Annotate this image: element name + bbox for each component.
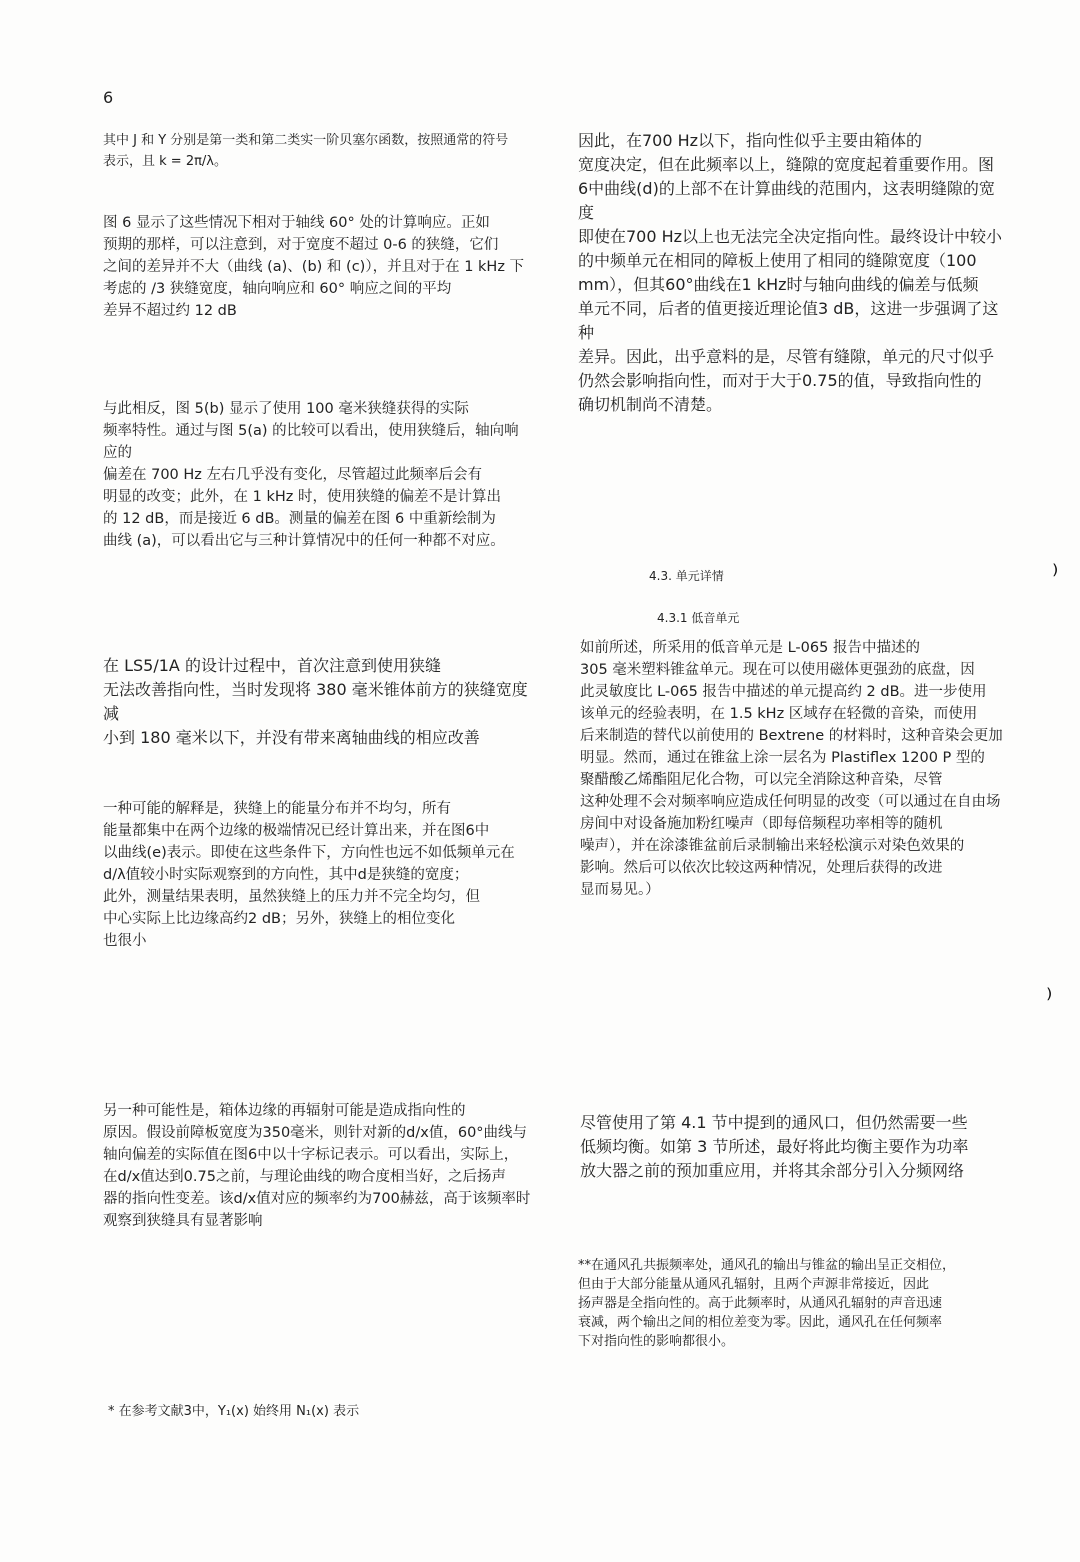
paragraph-bass-unit: 如前所述，所采用的低音单元是 L-065 报告中描述的 305 毫米塑料锥盆单元。现在可以使用磁体更强劲的底盘，因 此灵敏度比 L-065 报告中描述的单元提高约 2 dB。进一步使用 该单元的经验表明，在 1.5 kHz 区域存在轻微的音染，而使用 后来制造的替代以前使用的 Bextrene 的材料时，这种音染会更加 明显。然而，通过在锥盆上涂一层名为 Plastiflex 1200 P 型的 聚醋酸乙烯酯阻尼化合物，可以完全消除这种音染，尽管 这种处理不会对频率响应造成任何明显的改变（可以通过在自由场 房间中对设备施加粉红噪声（即每倍频程功率相等的随机 噪声），并在涂漆锥盆前后录制输出来轻松演示对染色效果的 影响。然后可以依次比较这两种情况，处理后获得的改进 显而易见。） [580,640,1003,898]
paragraph-bessel-notation: 其中 J 和 Y 分别是第一类和第二类实一阶贝塞尔函数，按照通常的符号 表示，且 k = 2π/λ。 [103,133,509,169]
subsection-heading-bass-unit: 4.3.1 低音单元 [657,611,740,625]
paragraph-cabinet-reradiation: 另一种可能性是，箱体边缘的再辐射可能是造成指向性的 原因。假设前障板宽度为350毫米，则针对新的d/x值，60°曲线与 轴向偏差的实际值在图6中以十字标记表示。可以看出，实际上， 在d/x值达到0.75之前，与理论曲线的吻合度相当好，之后扬声 器的指向性变差。该d/x值对应的频率约为700赫兹，高于该频率时 观察到狭缝具有显著影响 [103,1103,531,1229]
section-heading-unit-details: 4.3. 单元详情 [649,569,724,583]
margin-mark: ⁾ [1052,560,1059,590]
paragraph-figure6-response: 图 6 显示了这些情况下相对于轴线 60° 处的计算响应。正如 预期的那样，可以注意到，对于宽度不超过 0-6 的狭缝，它们 之间的差异并不大（曲线 (a)、(b) 和 (c)），并且对于在 1 kHz 下 考虑的 /3 狭缝宽度，轴向响应和 60° 响应之间的平均 差异不超过约 12 dB [103,215,525,319]
paragraph-low-frequency-eq: 尽管使用了第 4.1 节中提到的通风口，但仍然需要一些 低频均衡。如第 3 节所述，最好将此均衡主要作为功率 放大器之前的预加重应用，并将其余部分引入分频网络 [580,1113,969,1180]
footnote-reference-3: * 在参考文献3中，Y₁(x) 始终用 N₁(x) 表示 [108,1404,360,1419]
page-number: 6 [103,88,114,107]
paragraph-energy-distribution: 一种可能的解释是，狭缝上的能量分布并不均匀，所有 能量都集中在两个边缘的极端情况已经计算出来，并在图6中 以曲线(e)表示。即使在这些条件下，方向性也远不如低频单元在 d/λ值较小时实际观察到的方向性，其中d是狭缝的宽度； 此外，测量结果表明，虽然狭缝上的压力并不完全均匀，但 中心实际上比边缘高约2 dB；另外，狭缝上的相位变化 也很小 [103,801,515,949]
footnote-vent-resonance: **在通风孔共振频率处，通风孔的输出与锥盆的输出呈正交相位， 但由于大部分能量从通风孔辐射，且两个声源非常接近，因此 扬声器是全指向性的。高于此频率时，从通风孔辐射的声音迅速 衰减，两个输出之间的相位差变为零。因此，通风孔在任何频率 下对指向性的影响都很小。 [578,1258,956,1349]
paragraph-ls5-1a-slit: 在 LS5/1A 的设计过程中，首次注意到使用狭缝 无法改善指向性，当时发现将 380 毫米锥体前方的狭缝宽度减 小到 180 毫米以下，并没有带来离轴曲线的相应改善 [103,656,528,747]
paragraph-figure5b-measured: 与此相反，图 5(b) 显示了使用 100 毫米狭缝获得的实际 频率特性。通过与图 5(a) 的比较可以看出，使用狭缝后，轴向响应的 偏差在 700 Hz 左右几乎没有变化，尽管超过此频率后会有 明显的改变；此外，在 1 kHz 时，使用狭缝的偏差不是计算出 的 12 dB，而是接近 6 dB。测量的偏差在图 6 中重新绘制为 曲线 (a)，可以看出它与三种计算情况中的任何一种都不对应。 [103,401,519,549]
paragraph-directivity-700hz: 因此，在700 Hz以下，指向性似乎主要由箱体的 宽度决定，但在此频率以上，缝隙的宽度起着重要作用。图 6中曲线(d)的上部不在计算曲线的范围内，这表明缝隙的宽度 即使在700 Hz以上也无法完全决定指向性。最终设计中较小 的中频单元在相同的障板上使用了相同的缝隙宽度（100 mm），但其60°曲线在1 kHz时与轴向曲线的偏差与低频 单元不同，后者的值更接近理论值3 dB，这进一步强调了这种 差异。因此，出乎意料的是，尽管有缝隙，单元的尺寸似乎 仍然会影响指向性，而对于大于0.75的值，导致指向性的 确切机制尚不清楚。 [578,131,1003,414]
margin-mark: ⁾ [1046,984,1053,1014]
